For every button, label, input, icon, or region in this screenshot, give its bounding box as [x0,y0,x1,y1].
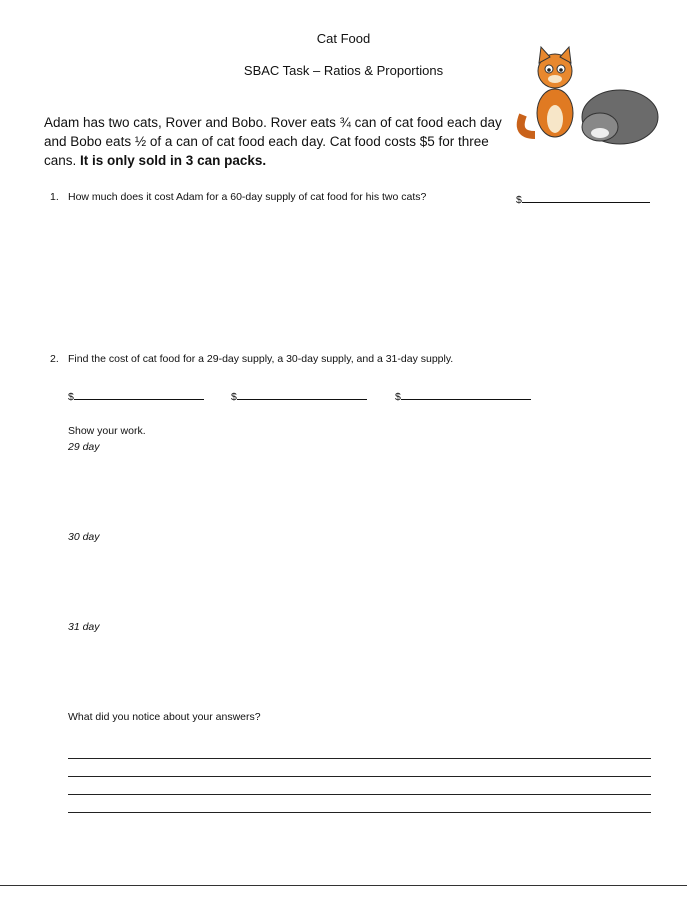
page-subtitle: SBAC Task – Ratios & Proportions [243,63,444,78]
page-bottom-divider [0,885,687,886]
answer-line[interactable] [68,794,651,795]
answer-1-field[interactable] [516,191,650,206]
question-text: How much does it cost Adam for a 60-day supply of cat food for his two cats? [68,191,427,203]
answer-line[interactable] [68,776,651,777]
cats-illustration [515,45,660,150]
answer-line[interactable] [68,758,651,759]
answer-31-field[interactable] [395,388,531,403]
show-work-label: Show your work. [68,425,146,437]
question-1 [50,191,426,203]
intro-text: Adam has two cats, Rover and Bobo. Rover eats ¾ can of cat food each day and Bobo eats ½ of a can of cat food each day. Cat food costs $5 for three cans. [44,115,502,168]
problem-intro [44,113,514,170]
question-number: 2. [50,353,59,365]
question-2 [50,353,453,365]
reflection-prompt: What did you notice about your answers? [68,711,261,723]
dollar-sign: $ [231,391,237,403]
answer-29-field[interactable] [68,388,204,403]
page-title: Cat Food [316,31,371,46]
answer-line[interactable] [68,812,651,813]
question-number: 1. [50,191,59,203]
dollar-sign: $ [395,391,401,403]
dollar-sign: $ [68,391,74,403]
work-31-day-label: 31 day [68,621,100,633]
question-text: Find the cost of cat food for a 29-day supply, a 30-day supply, and a 31-day supply. [68,353,454,365]
dollar-sign: $ [516,194,522,206]
work-30-day-label: 30 day [68,531,100,543]
intro-bold-text: It is only sold in 3 can packs. [80,153,267,168]
answer-30-field[interactable] [231,388,367,403]
work-29-day-label: 29 day [68,441,100,453]
